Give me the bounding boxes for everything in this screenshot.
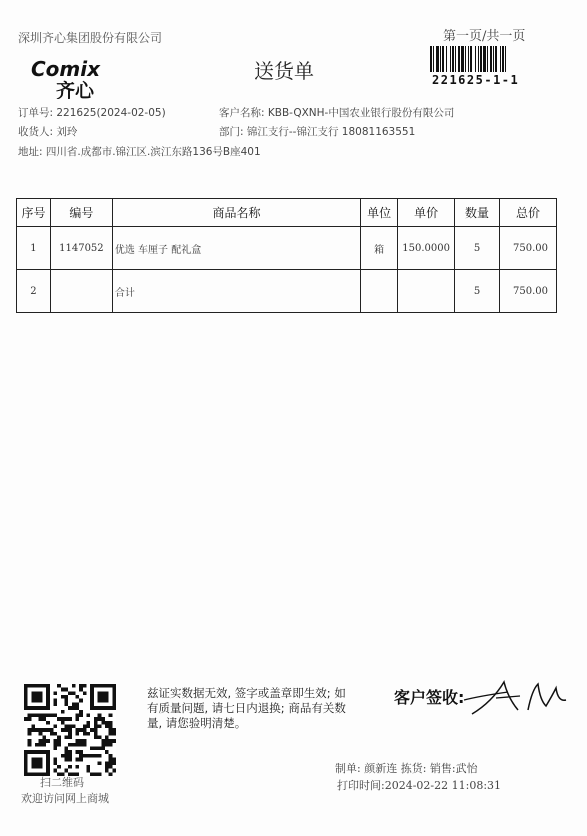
- items-table: [16, 198, 557, 313]
- page-indicator: 第一页/共一页: [443, 29, 526, 44]
- order-number: 订单号: 221625(2024-02-05): [18, 107, 166, 119]
- barcode-number: 221625-1-1: [432, 73, 520, 87]
- header-unit-price: 单价: [398, 199, 455, 227]
- cell-summary-label: 合计: [112, 270, 360, 313]
- header-unit: 单位: [361, 199, 398, 227]
- department: 部门: 锦江支行--锦江支行 18081163551: [219, 126, 416, 138]
- staff-line: 制单: 颜新连 拣货: 销售:武怡: [335, 762, 478, 775]
- customer-name: 客户名称: KBB-QXNH-中国农业银行股份有限公司: [219, 107, 455, 119]
- document-title: 送货单: [254, 59, 314, 83]
- comix-logo: [30, 57, 148, 99]
- cell-quantity: 5: [455, 227, 500, 270]
- address: 地址: 四川省.成都市.锦江区.滨江东路136号B座401: [18, 146, 261, 158]
- header-quantity: 数量: [455, 199, 500, 227]
- barcode-bar: [506, 46, 508, 72]
- cell-total: 750.00: [499, 270, 556, 313]
- header-total: 总价: [499, 199, 556, 227]
- cell-unit-price: 150.0000: [398, 227, 455, 270]
- barcode: [430, 46, 538, 72]
- cell-unit: [361, 270, 398, 313]
- table-row: [17, 270, 557, 313]
- cell-code: 1147052: [50, 227, 112, 270]
- header-code: 编号: [50, 199, 112, 227]
- notice-text: 兹证实数据无效, 签字或盖章即生效; 如有质量问题, 请七日内退换; 商品有关数量, 请您验明清楚。: [147, 686, 346, 730]
- table-row: [17, 227, 557, 270]
- cell-unit: 箱: [361, 227, 398, 270]
- customer-sign-label: 客户签收:: [394, 688, 465, 707]
- company-name: 深圳齐心集团股份有限公司: [18, 31, 163, 45]
- cell-quantity: 5: [455, 270, 500, 313]
- header-product-name: 商品名称: [112, 199, 360, 227]
- qr-caption-scan: 扫二维码: [40, 776, 84, 789]
- logo-brand-cn: 齐心: [56, 80, 95, 99]
- cell-product-name: 优选 车厘子 配礼盒: [112, 227, 360, 270]
- cell-index: 2: [17, 270, 51, 313]
- logo-brand-en: Comix: [31, 57, 101, 81]
- qr-code[interactable]: [24, 684, 116, 776]
- table-header-row: [17, 199, 557, 227]
- print-time: 打印时间:2024-02-22 11:08:31: [337, 779, 502, 792]
- cell-total: 750.00: [499, 227, 556, 270]
- qr-caption-mall: 欢迎访问网上商城: [21, 792, 109, 805]
- cell-unit-price: [398, 270, 455, 313]
- recipient: 收货人: 刘玲: [18, 126, 78, 138]
- cell-index: 1: [17, 227, 51, 270]
- handwritten-signature: [462, 676, 568, 716]
- cell-code: [50, 270, 112, 313]
- header-index: 序号: [17, 199, 51, 227]
